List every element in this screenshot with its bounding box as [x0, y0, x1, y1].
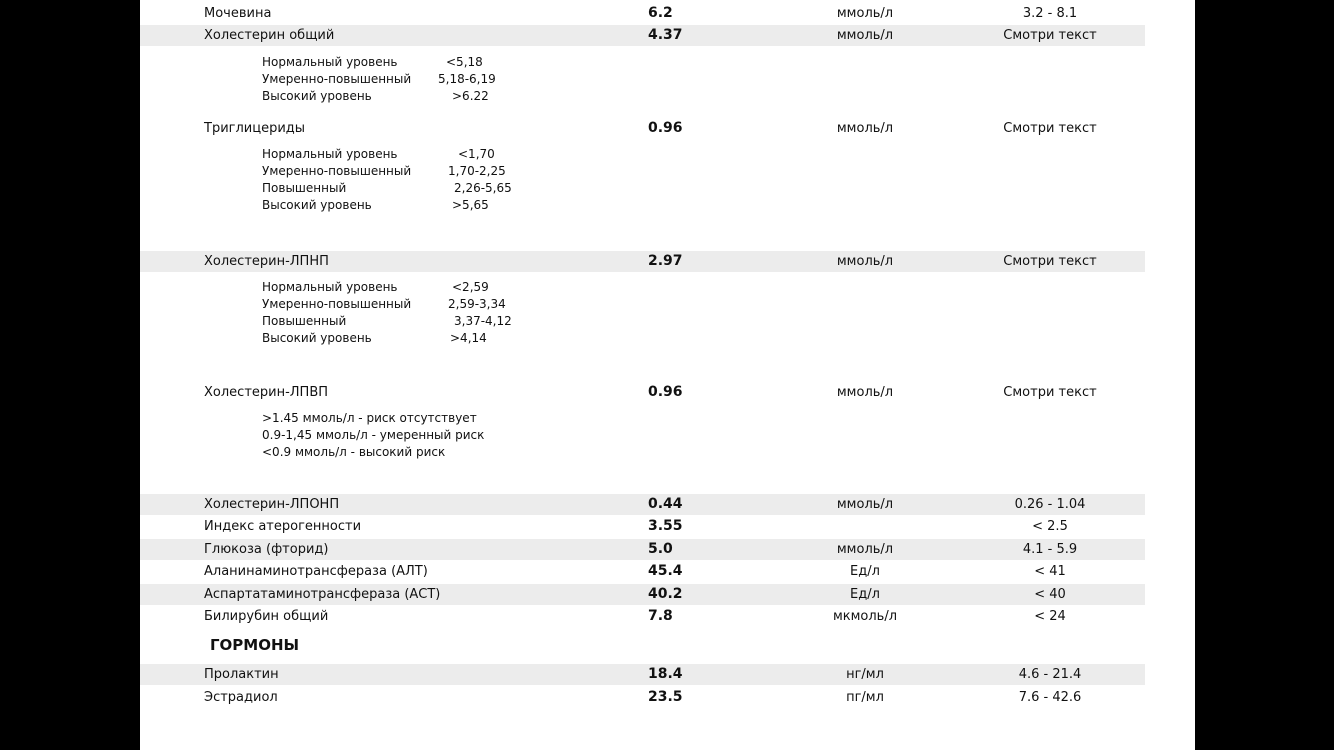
analyte-value: 3.55: [648, 518, 683, 534]
reference-note: [262, 410, 484, 461]
table-row: [140, 664, 1145, 685]
analyte-value: 0.96: [648, 120, 683, 136]
analyte-unit: Ед/л: [850, 587, 880, 602]
analyte-unit: ммоль/л: [836, 121, 894, 136]
analyte-unit: ммоль/л: [836, 6, 894, 21]
analyte-value: 18.4: [648, 666, 683, 682]
analyte-unit: ммоль/л: [836, 28, 894, 43]
analyte-name: Аланинаминотрансфераза (АЛТ): [204, 564, 428, 579]
analyte-value: 6.2: [648, 5, 673, 21]
analyte-value: 5.0: [648, 541, 673, 557]
analyte-name: Эстрадиол: [204, 690, 278, 705]
analyte-reference: < 41: [1034, 564, 1066, 579]
analyte-unit: нг/мл: [846, 667, 884, 682]
note-label: Повышенный: [262, 314, 347, 328]
analyte-reference: Смотри текст: [1003, 254, 1097, 269]
note-label: Высокий уровень: [262, 89, 372, 103]
analyte-reference: < 24: [1034, 609, 1066, 624]
analyte-reference: 4.6 - 21.4: [1018, 667, 1082, 682]
table-row: [140, 516, 1145, 537]
note-range: <5,18: [446, 55, 483, 69]
analyte-reference: < 40: [1034, 587, 1066, 602]
note-label: Высокий уровень: [262, 331, 372, 345]
note-line: 0.9-1,45 ммоль/л - умеренный риск: [262, 428, 485, 442]
note-label: Умеренно-повышенный: [262, 297, 412, 311]
note-range: <1,70: [458, 147, 495, 161]
note-line: >1.45 ммоль/л - риск отсутствует: [262, 411, 477, 425]
analyte-value: 0.96: [648, 384, 683, 400]
table-row: [140, 25, 1145, 46]
note-label: Повышенный: [262, 181, 347, 195]
note-label: Нормальный уровень: [262, 55, 398, 69]
note-range: 5,18-6,19: [438, 72, 496, 86]
analyte-unit: мкмоль/л: [832, 609, 898, 624]
analyte-name: Холестерин-ЛПОНП: [204, 497, 340, 512]
analyte-reference: Смотри текст: [1003, 28, 1097, 43]
analyte-reference: 3.2 - 8.1: [1022, 6, 1078, 21]
note-range: >4,14: [450, 331, 487, 345]
table-row: [140, 3, 1145, 24]
table-row: [140, 561, 1145, 582]
table-row: [140, 584, 1145, 605]
analyte-unit: пг/мл: [846, 690, 884, 705]
analyte-value: 2.97: [648, 253, 683, 269]
analyte-unit: ммоль/л: [836, 385, 894, 400]
analyte-value: 45.4: [648, 563, 683, 579]
analyte-unit: ммоль/л: [836, 254, 894, 269]
analyte-name: Глюкоза (фторид): [204, 542, 329, 557]
analyte-reference: Смотри текст: [1003, 385, 1097, 400]
note-label: Высокий уровень: [262, 198, 372, 212]
note-range: >6.22: [452, 89, 489, 103]
analyte-value: 40.2: [648, 586, 683, 602]
table-row: [140, 687, 1145, 708]
table-row: [140, 251, 1145, 272]
note-range: 2,26-5,65: [454, 181, 512, 195]
note-label: Нормальный уровень: [262, 280, 398, 294]
table-row: [140, 606, 1145, 627]
analyte-name: Индекс атерогенности: [204, 519, 362, 534]
analyte-name: Холестерин-ЛПНП: [204, 254, 329, 269]
analyte-name: Аспартатаминотрансфераза (АСТ): [204, 587, 441, 602]
note-range: >5,65: [452, 198, 489, 212]
analyte-value: 0.44: [648, 496, 683, 512]
analyte-reference: 7.6 - 42.6: [1018, 690, 1082, 705]
note-label: Нормальный уровень: [262, 147, 398, 161]
analyte-reference: 0.26 - 1.04: [1014, 497, 1086, 512]
table-row: [140, 382, 1145, 403]
analyte-name: Билирубин общий: [204, 609, 329, 624]
analyte-unit: Ед/л: [850, 564, 880, 579]
analyte-reference: 4.1 - 5.9: [1022, 542, 1078, 557]
analyte-unit: ммоль/л: [836, 497, 894, 512]
note-line: <0.9 ммоль/л - высокий риск: [262, 445, 446, 459]
analyte-unit: ммоль/л: [836, 542, 894, 557]
note-label: Умеренно-повышенный: [262, 72, 412, 86]
note-range: 1,70-2,25: [448, 164, 506, 178]
analyte-name: Пролактин: [204, 667, 279, 682]
section-heading-hormones: ГОРМОНЫ: [210, 636, 300, 654]
note-label: Умеренно-повышенный: [262, 164, 412, 178]
analyte-value: 4.37: [648, 27, 683, 43]
note-range: <2,59: [452, 280, 489, 294]
table-row: [140, 118, 1145, 139]
note-range: 2,59-3,34: [448, 297, 506, 311]
analyte-value: 7.8: [648, 608, 673, 624]
note-range: 3,37-4,12: [454, 314, 512, 328]
table-row: [140, 494, 1145, 515]
table-row: [140, 539, 1145, 560]
analyte-name: Мочевина: [204, 6, 272, 21]
analyte-name: Холестерин-ЛПВП: [204, 385, 329, 400]
analyte-value: 23.5: [648, 689, 683, 705]
analyte-name: Триглицериды: [204, 121, 306, 136]
analyte-reference: Смотри текст: [1003, 121, 1097, 136]
analyte-reference: < 2.5: [1032, 519, 1068, 534]
analyte-name: Холестерин общий: [204, 28, 335, 43]
lab-report-page: [140, 0, 1195, 750]
